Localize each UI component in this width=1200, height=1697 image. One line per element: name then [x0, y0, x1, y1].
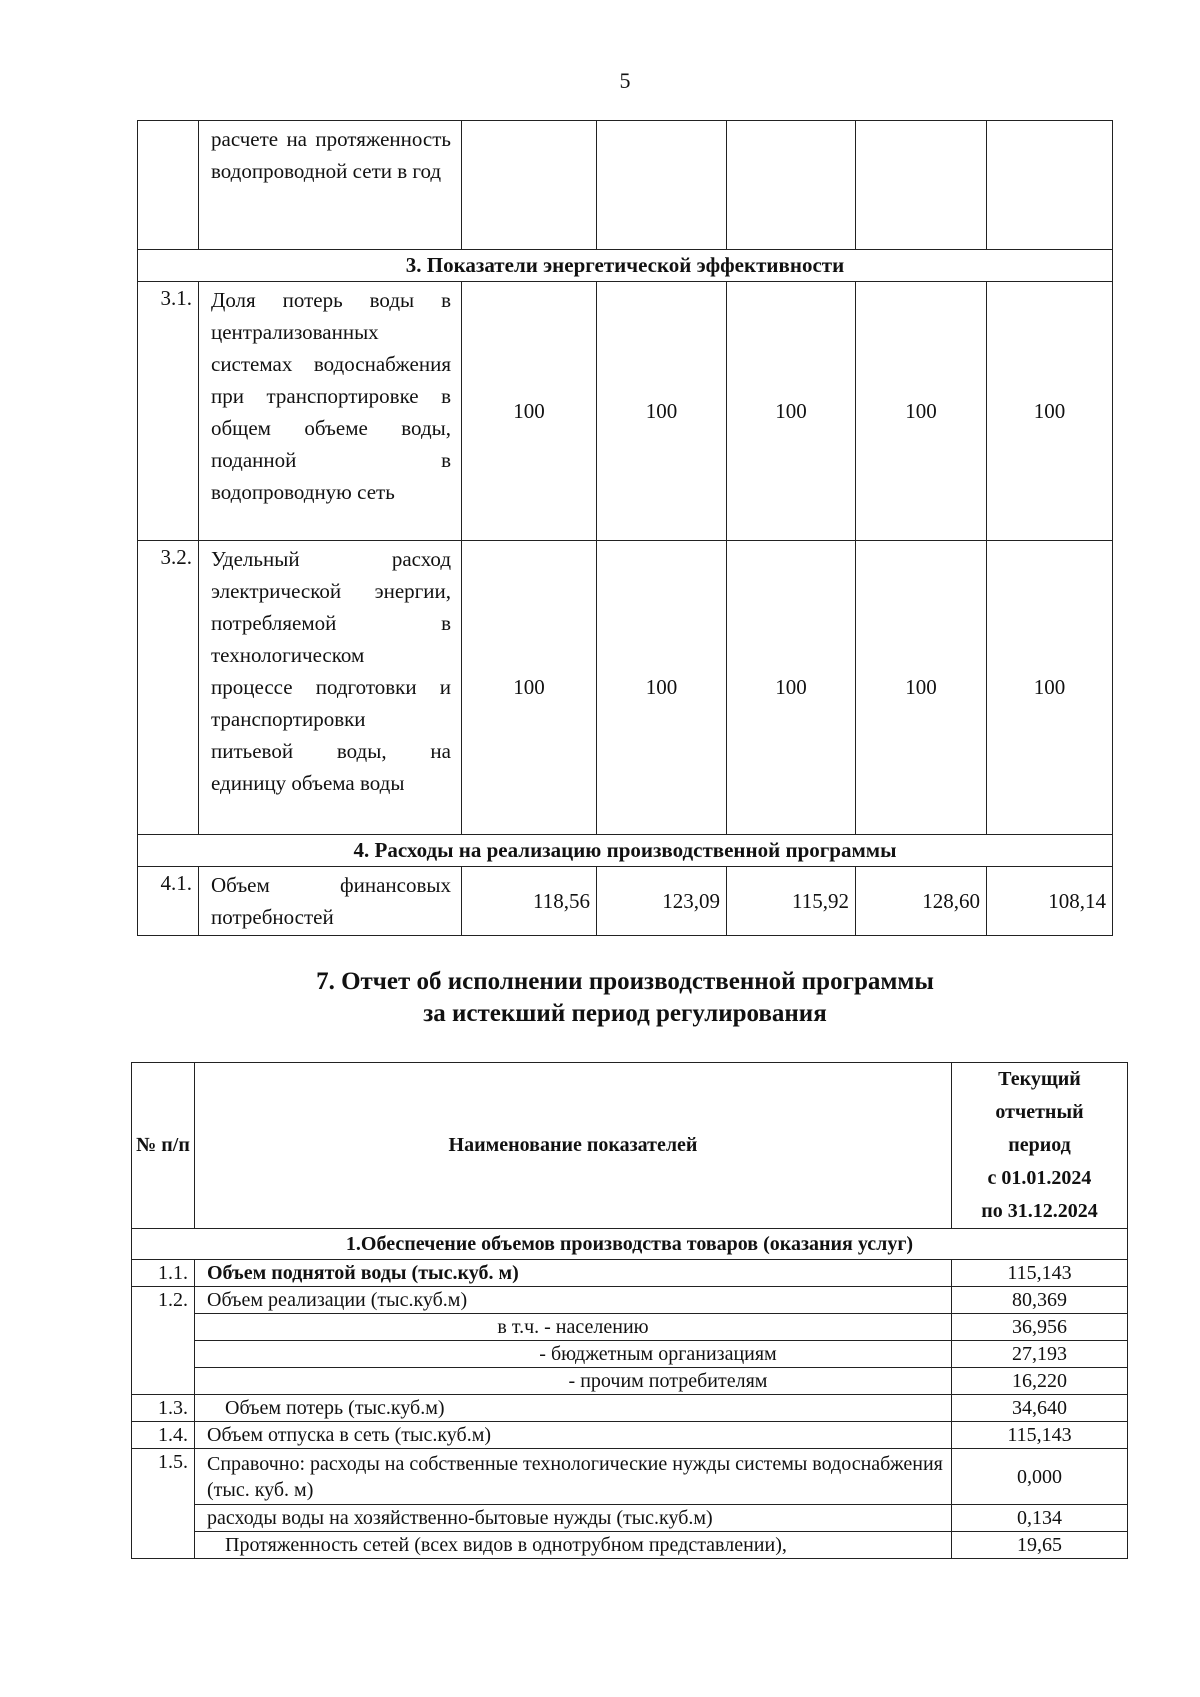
page-number: 5 — [619, 68, 631, 93]
value-cell: 100 — [462, 282, 597, 541]
value-cell: 36,956 — [952, 1314, 1128, 1341]
indicator-label: Протяженность сетей (всех видов в однотрубном представлении), — [195, 1532, 952, 1559]
value-cell: 100 — [597, 541, 727, 835]
value-cell: 100 — [727, 282, 856, 541]
section-heading: 1.Обеспечение объемов производства товаров (оказания услуг) — [132, 1229, 1128, 1260]
indicator-label: Справочно: расходы на собственные технологические нужды системы водоснабжения (тыс. куб. м) — [195, 1449, 952, 1505]
indicator-label: Объем финансовых потребностей — [199, 867, 462, 936]
value-cell: 100 — [727, 541, 856, 835]
row-number: 1.3. — [132, 1395, 195, 1422]
value-cell: 34,640 — [952, 1395, 1128, 1422]
value-cell: 128,60 — [856, 867, 987, 936]
table-row — [132, 1449, 1128, 1505]
value-cell: 100 — [597, 282, 727, 541]
indicator-label: Объем реализации (тыс.куб.м) — [195, 1287, 952, 1314]
report-heading — [0, 966, 1200, 1030]
section-heading: 4. Расходы на реализацию производственной программы — [138, 835, 1113, 867]
indicator-label: Доля потерь воды в централизованных системах водоснабжения при транспортировке в общем объеме воды, поданной в водопроводную сеть — [199, 282, 462, 541]
row-number: 4.1. — [138, 867, 199, 936]
indicator-label: расходы воды на хозяйственно-бытовые нужды (тыс.куб.м) — [195, 1505, 952, 1532]
num-header: № п/п — [132, 1063, 195, 1229]
indicator-label: в т.ч. - населению — [195, 1314, 952, 1341]
row-number: 3.2. — [138, 541, 199, 835]
name-header: Наименование показателей — [195, 1063, 952, 1229]
value-cell: 115,92 — [727, 867, 856, 936]
value-cell: 19,65 — [952, 1532, 1128, 1559]
value-cell: 100 — [462, 541, 597, 835]
section-heading: 3. Показатели энергетической эффективности — [138, 250, 1113, 282]
report-table — [131, 1062, 1128, 1559]
table-row — [132, 1314, 1128, 1341]
num-cell — [138, 121, 199, 250]
table-row — [138, 541, 1113, 835]
indicator-label: Объем отпуска в сеть (тыс.куб.м) — [195, 1422, 952, 1449]
value-cell: 100 — [987, 282, 1113, 541]
row-number: 1.4. — [132, 1422, 195, 1449]
indicator-label: Объем поднятой воды (тыс.куб. м) — [195, 1260, 952, 1287]
value-cell: 100 — [856, 541, 987, 835]
table-row — [132, 1532, 1128, 1559]
value-cell: 118,56 — [462, 867, 597, 936]
table-row — [132, 1341, 1128, 1368]
value-cell: 27,193 — [952, 1341, 1128, 1368]
heading-line: 7. Отчет об исполнении производственной программы — [316, 968, 934, 995]
table-row — [132, 1368, 1128, 1395]
value-cell: 80,369 — [952, 1287, 1128, 1314]
row-number: 1.2. — [132, 1287, 195, 1395]
row-number: 1.1. — [132, 1260, 195, 1287]
table-row — [132, 1395, 1128, 1422]
header-row — [132, 1063, 1128, 1229]
period-header: Текущий отчетный период с 01.01.2024 по 31.12.2024 — [952, 1063, 1128, 1229]
row-number: 1.5. — [132, 1449, 195, 1559]
row-number: 3.1. — [138, 282, 199, 541]
indicator-label: Объем потерь (тыс.куб.м) — [195, 1395, 952, 1422]
table-row — [132, 1505, 1128, 1532]
indicator-label: - прочим потребителям — [195, 1368, 952, 1395]
table-row — [138, 282, 1113, 541]
indicator-label: Удельный расход электрической энергии, потребляемой в технологическом процессе подготовки и транспортировки питьевой воды, на единицу объема воды — [199, 541, 462, 835]
value-cell: 115,143 — [952, 1422, 1128, 1449]
indicator-label: расчете на протяженность водопроводной сети в год — [199, 121, 462, 250]
table-row — [132, 1422, 1128, 1449]
indicators-table — [137, 120, 1113, 936]
value-cell: 108,14 — [987, 867, 1113, 936]
table-row — [138, 121, 1113, 250]
value-cell: 100 — [987, 541, 1113, 835]
value-cell: 0,000 — [952, 1449, 1128, 1505]
table-row — [138, 867, 1113, 936]
heading-line: за истекший период регулирования — [423, 1000, 827, 1027]
table-row — [132, 1287, 1128, 1314]
indicator-label: - бюджетным организациям — [195, 1341, 952, 1368]
value-cell: 123,09 — [597, 867, 727, 936]
table-row — [132, 1260, 1128, 1287]
value-cell: 115,143 — [952, 1260, 1128, 1287]
value-cell: 16,220 — [952, 1368, 1128, 1395]
value-cell: 100 — [856, 282, 987, 541]
value-cell: 0,134 — [952, 1505, 1128, 1532]
